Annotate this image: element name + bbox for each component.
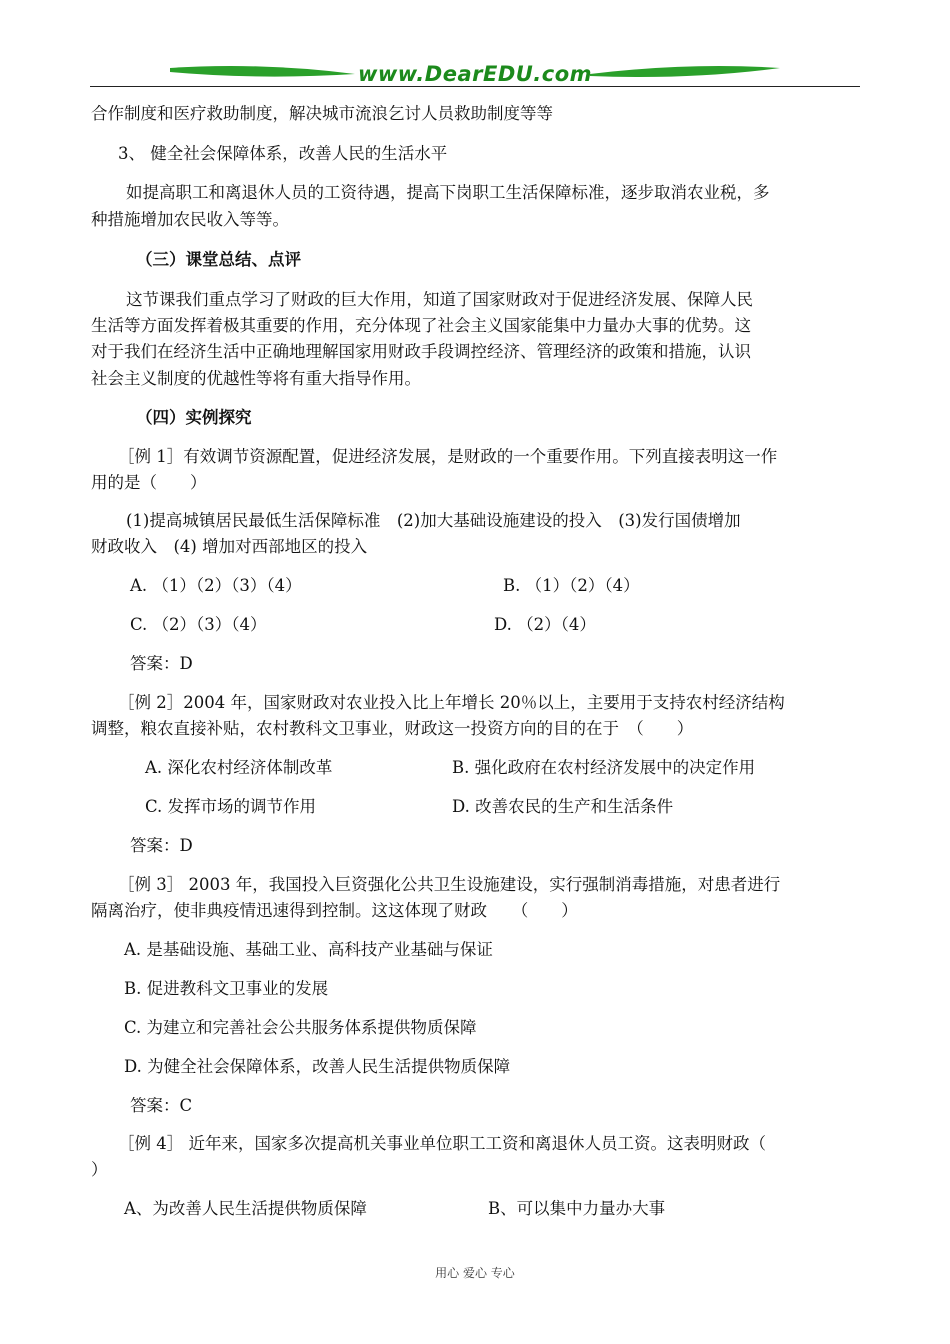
example-1-question: 用的是（ ） [91, 473, 207, 492]
example-4-option-b: B、可以集中力量办大事 [488, 1199, 666, 1218]
example-1-option-a: A. （1）（2）（3）（4） [130, 576, 302, 595]
example-3-question: ［例 3］ 2003 年，我国投入巨资强化公共卫生设施建设，实行强制消毒措施，对患者进行 [118, 875, 781, 894]
example-2-option-c: C. 发挥市场的调节作用 [145, 797, 317, 816]
text-line: 这节课我们重点学习了财政的巨大作用，知道了国家财政对于促进经济发展、保障人民 [126, 290, 753, 309]
example-1-question: ［例 1］有效调节资源配置，促进经济发展，是财政的一个重要作用。下列直接表明这一作 [118, 447, 778, 466]
example-4-question: ［例 4］ 近年来，国家多次提高机关事业单位职工工资和离退休人员工资。这表明财政（ [118, 1134, 766, 1153]
text-line: 对于我们在经济生活中正确地理解国家用财政手段调控经济、管理经济的政策和措施，认识 [91, 342, 751, 361]
section-point-3: 3、 健全社会保障体系，改善人民的生活水平 [118, 144, 448, 163]
header-rule [90, 86, 860, 87]
example-3-option-a: A. 是基础设施、基础工业、高科技产业基础与保证 [124, 940, 493, 959]
example-3-option-b: B. 促进教科文卫事业的发展 [124, 979, 329, 998]
example-1-items: (1)提高城镇居民最低生活保障标准 (2)加大基础设施建设的投入 (3)发行国债增加 [126, 511, 741, 530]
example-4-option-a: A、为改善人民生活提供物质保障 [124, 1199, 367, 1218]
example-2-answer: 答案：D [130, 836, 193, 855]
section-heading-summary: （三）课堂总结、点评 [136, 250, 301, 269]
text-line: 合作制度和医疗救助制度，解决城市流浪乞讨人员救助制度等等 [91, 104, 553, 123]
example-1-option-b: B. （1）（2）（4） [503, 576, 640, 595]
example-3-option-d: D. 为健全社会保障体系，改善人民生活提供物质保障 [124, 1057, 511, 1076]
example-1-option-c: C. （2）（3）（4） [130, 615, 267, 634]
text-line: 如提高职工和离退休人员的工资待遇，提高下岗职工生活保障标准，逐步取消农业税，多 [126, 183, 770, 202]
section-heading-examples: （四）实例探究 [136, 408, 252, 427]
example-2-option-d: D. 改善农民的生产和生活条件 [452, 797, 674, 816]
example-3-question: 隔离治疗，使非典疫情迅速得到控制。这这体现了财政 （ ） [91, 901, 578, 920]
text-line: 生活等方面发挥着极其重要的作用，充分体现了社会主义国家能集中力量办大事的优势。这 [91, 316, 751, 335]
example-3-answer: 答案：C [130, 1096, 193, 1115]
example-2-question: ［例 2］2004 年，国家财政对农业投入比上年增长 20％以上，主要用于支持农村经济结构 [118, 693, 785, 712]
page-footer: 用心 爱心 专心 [435, 1266, 515, 1280]
text-line: 种措施增加农民收入等等。 [91, 210, 289, 229]
example-1-answer: 答案：D [130, 654, 193, 673]
example-2-option-a: A. 深化农村经济体制改革 [145, 758, 333, 777]
example-1-items: 财政收入 (4) 增加对西部地区的投入 [91, 537, 368, 556]
example-2-option-b: B. 强化政府在农村经济发展中的决定作用 [452, 758, 756, 777]
logo-text[interactable]: www.DearEDU.com [357, 62, 593, 86]
example-2-question: 调整，粮农直接补贴，农村教科文卫事业，财政这一投资方向的目的在于 （ ） [91, 719, 694, 738]
example-3-option-c: C. 为建立和完善社会公共服务体系提供物质保障 [124, 1018, 477, 1037]
text-line: 社会主义制度的优越性等将有重大指导作用。 [91, 369, 421, 388]
example-4-question: ） [91, 1160, 108, 1179]
example-1-option-d: D. （2）（4） [494, 615, 596, 634]
